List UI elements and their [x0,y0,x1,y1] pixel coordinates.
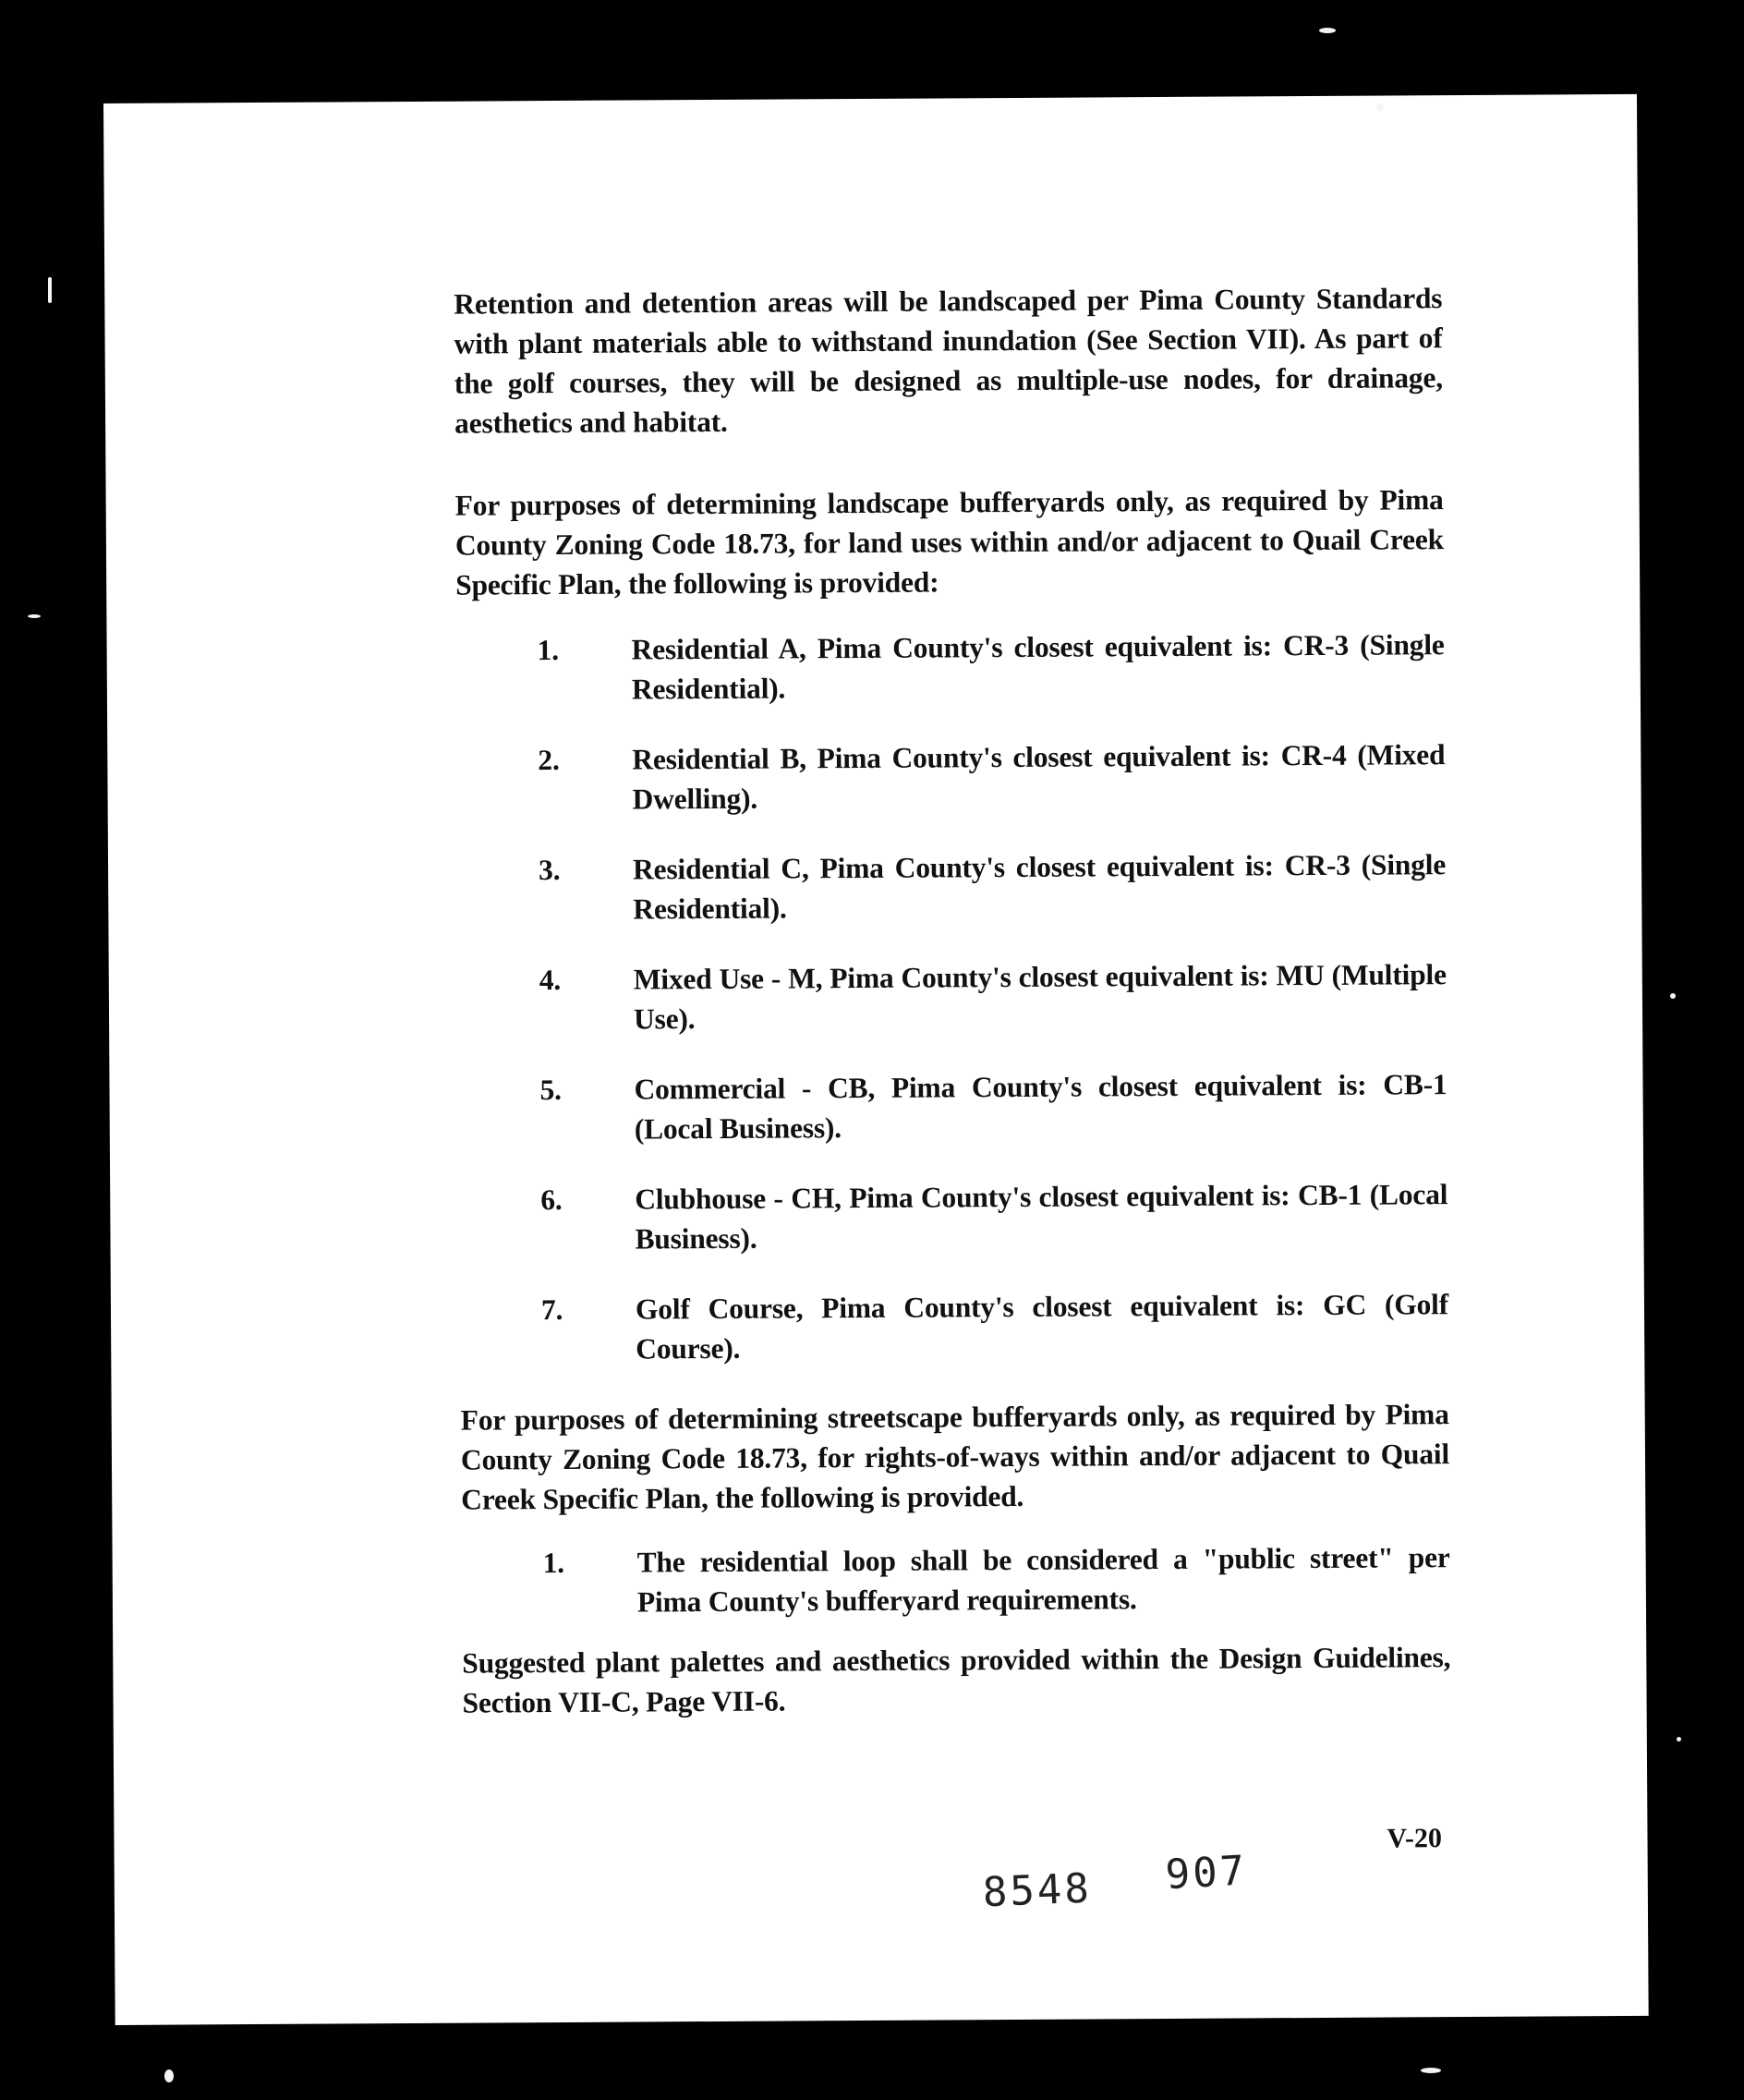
list-item-number: 6. [540,1183,563,1217]
scan-speck [1319,28,1336,33]
list-item [462,1537,1451,1623]
list-item [459,1174,1448,1260]
list-item-text: The residential loop shall be considered a "public street" per Pima County's bufferyard requirements. [636,1541,1450,1619]
scan-speck [28,614,41,618]
scan-speck [164,2070,174,2082]
scan-speck [1421,2068,1441,2073]
scan-speck [1670,993,1676,999]
list-item [458,1064,1447,1150]
list-item [455,625,1445,710]
list-item [460,1284,1449,1370]
scan-speck [1376,103,1384,111]
stamp-number-left: 8548 [981,1864,1093,1917]
intro-paragraph: Retention and detention areas will be landscaped per Pima County Standards with plant materials able to withstand inundation (See Section VII). As part of the golf courses, they will be designed as multiple-use nodes, for drainage, aesthetics and habitat. [454,282,1443,440]
list-item-number: 4. [539,963,562,997]
list-item-number: 2. [538,743,560,777]
list-item-number: 5. [539,1073,562,1107]
scan-speck [1677,1737,1681,1742]
streetscape-list [462,1537,1451,1623]
scan-speck [48,277,52,303]
list-item-text: Residential B, Pima County's closest equivalent is: CR-4 (Mixed Dwelling). [632,738,1446,816]
list-item [456,734,1446,820]
list-item-text: Commercial - CB, Pima County's closest equivalent is: CB-1 (Local Business). [634,1068,1447,1146]
landscape-list [455,625,1448,1370]
list-item-number: 7. [540,1293,563,1327]
list-item-text: Clubhouse - CH, Pima County's closest equivalent is: CB-1 (Local Business). [635,1178,1448,1256]
list-item-number: 3. [538,853,561,887]
document-body [454,278,1450,1723]
closing-paragraph: Suggested plant palettes and aesthetics provided within the Design Guidelines, Section VII-C, Page VII-6. [462,1641,1451,1719]
list-item [458,954,1447,1040]
stamp-number-right: 907 [1164,1847,1249,1900]
page-number: V-20 [1387,1823,1443,1854]
list-item-number: 1. [537,634,559,667]
list-item-number: 1. [542,1546,564,1580]
list-item-text: Residential A, Pima County's closest equivalent is: CR-3 (Single Residential). [631,628,1445,706]
list-item-text: Mixed Use - M, Pima County's closest equivalent is: MU (Multiple Use). [633,958,1447,1036]
list-item-text: Residential C, Pima County's closest equivalent is: CR-3 (Single Residential). [632,848,1447,926]
document-page [103,94,1649,2025]
list-item [457,844,1447,930]
landscape-paragraph: For purposes of determining landscape bufferyards only, as required by Pima County Zoning Code 18.73, for land uses within and/or adjacent to Quail Creek Specific Plan, the following is provided: [454,483,1445,601]
list-item-text: Golf Course, Pima County's closest equivalent is: GC (Golf Course). [635,1288,1449,1366]
streetscape-paragraph: For purposes of determining streetscape bufferyards only, as required by Pima County Zoning Code 18.73, for rights-of-ways within and/or adjacent to Quail Creek Specific Plan, the following is provided. [460,1398,1450,1516]
